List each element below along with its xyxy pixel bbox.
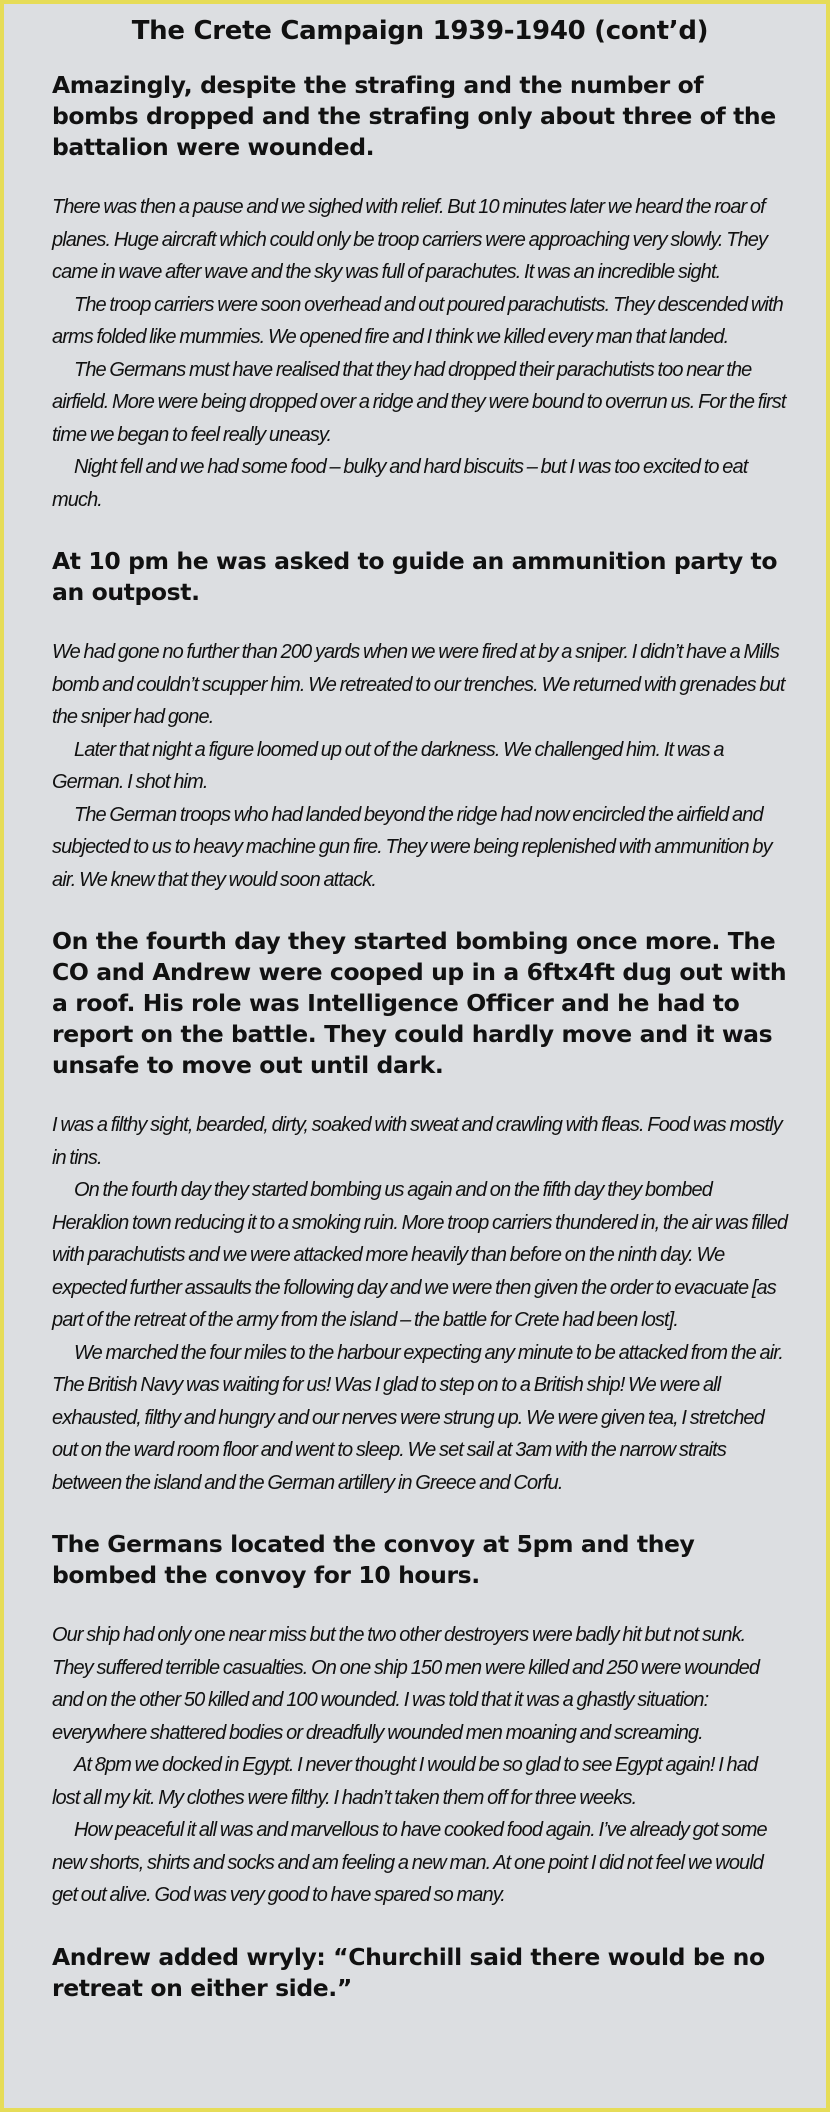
quote-paragraph: The troop carriers were soon overhead and out poured parachutists. They descended with arms folded like mummies. We opened fire and I think we killed every man that landed. <box>52 293 783 348</box>
quote-paragraph: Night fell and we had some food – bulky and hard biscuits – but I was too excited to eat much. <box>52 456 748 511</box>
quote-block <box>52 1619 788 1912</box>
quote-paragraph: How peaceful it all was and marvellous to have cooked food again. I’ve already got some new shorts, shirts and socks and am feeling a new man. At one point I did not feel we would get out alive. God was very good to have spared so many. <box>52 1819 767 1906</box>
page-title: The Crete Campaign 1939-1940 (cont’d) <box>131 16 709 46</box>
quote-paragraph: We had gone no further than 200 yards when we were fired at by a sniper. I didn’t have a Mills bomb and couldn’t scupper him. We retreated to our trenches. We returned with grenades but the sniper had gone. <box>52 641 785 728</box>
quote-paragraph: Later that night a figure loomed up out of the darkness. We challenged him. It was a German. I shot him. <box>52 738 724 793</box>
quote-block <box>52 191 788 516</box>
section-lead: At 10 pm he was asked to guide an ammunition party to an outpost. <box>52 547 778 606</box>
section-lead: The Germans located the convoy at 5pm and they bombed the convoy for 10 hours. <box>52 1530 695 1589</box>
quote-paragraph: I was a filthy sight, bearded, dirty, soaked with sweat and crawling with fleas. Food was mostly in tins. <box>52 1114 782 1169</box>
quote-paragraph: We marched the four miles to the harbour expecting any minute to be attacked from the air. The British Navy was waiting for us! Was I glad to step on to a British ship! We were all exhausted, filthy and hungry and our nerves were strung up. We were given tea, I stretched out on the ward room floor and went to sleep. We set sail at 3am with the narrow straits between the island and the German artillery in Greece and Corfu. <box>52 1341 783 1494</box>
quote-block <box>52 636 788 896</box>
section-lead: On the fourth day they started bombing once more. The CO and Andrew were cooped up in a 6ftx4ft dug out with a roof. His role was Intelligence Officer and he had to report on the battle. They could hardly move and it was unsafe to move out until dark. <box>52 927 787 1079</box>
quote-block <box>52 1109 788 1499</box>
quote-paragraph: The German troops who had landed beyond the ridge had now encircled the airfield and subjected to us to heavy machine gun fire. They were being replenished with ammunition by air. We knew that they would soon attack. <box>52 803 772 891</box>
quote-paragraph: The Germans must have realised that they had dropped their parachutists too near the airfield. More were being dropped over a ridge and they were bound to overrun us. For the first time we began to feel really uneasy. <box>52 358 786 446</box>
quote-paragraph: At 8pm we docked in Egypt. I never thought I would be so glad to see Egypt again! I had lost all my kit. My clothes were filthy. I hadn’t taken them off for three weeks. <box>52 1754 758 1809</box>
quote-paragraph: Our ship had only one near miss but the two other destroyers were badly hit but not sunk. They suffered terrible casualties. On one ship 150 men were killed and 250 were wounded and on the other 50 killed and 100 wounded. I was told that it was a ghastly situation: everywhere shattered bodies or dreadfully wounded men moaning and screaming. <box>52 1624 760 1744</box>
section-lead: Amazingly, despite the strafing and the number of bombs dropped and the strafing only about three of the battalion were wounded. <box>52 71 776 161</box>
closing-lead: Andrew added wryly: “Churchill said there would be no retreat on either side.” <box>52 1942 765 2002</box>
quote-paragraph: On the fourth day they started bombing us again and on the fifth day they bombed Heraklion town reducing it to a smoking ruin. More troop carriers thundered in, the air was filled with parachutists and we were attacked more heavily than before on the ninth day. We expected further assaults the following day and we were then given the order to evacuate [as part of the retreat of the army from the island – the battle for Crete had been lost]. <box>52 1179 788 1331</box>
quote-paragraph: There was then a pause and we sighed with relief. But 10 minutes later we heard the roar of planes. Huge aircraft which could only be troop carriers were approaching very slowly. They came in wave after wave and the sky was full of parachutes. It was an incredible sight. <box>52 196 768 283</box>
